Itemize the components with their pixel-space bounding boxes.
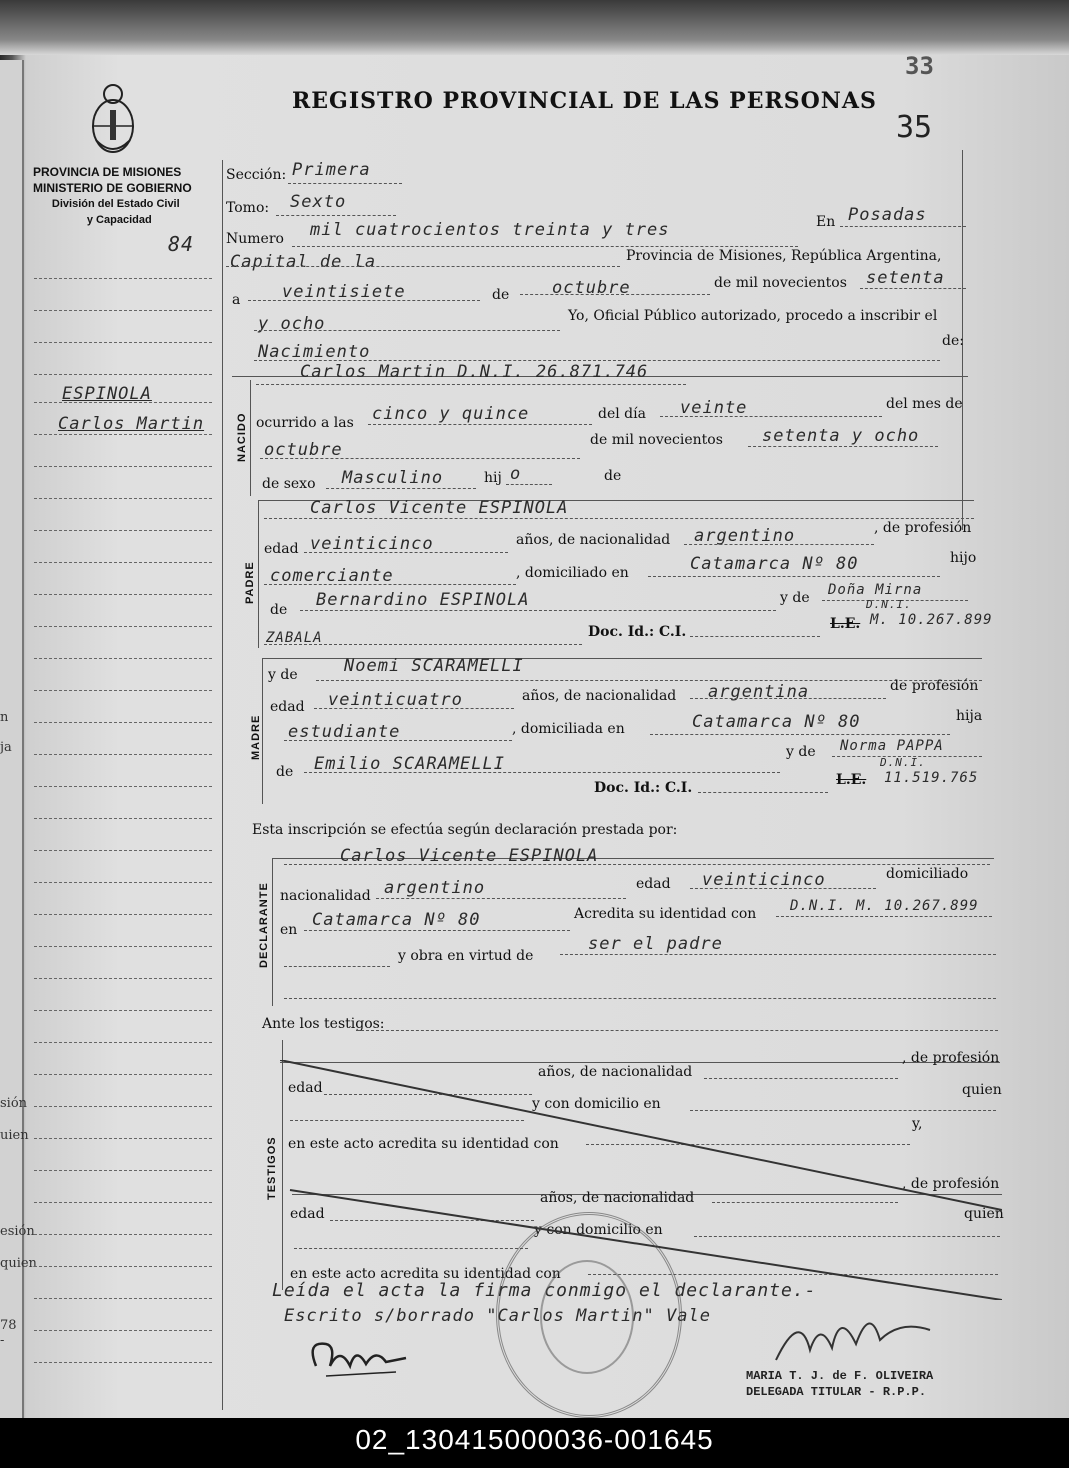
madre-prof-label: de profesión <box>890 678 979 694</box>
main-margin-rule <box>222 160 223 1410</box>
margin-rule <box>34 754 212 755</box>
section-rule-v <box>262 658 263 804</box>
margin-rule <box>34 722 212 723</box>
a-label: a <box>232 292 241 308</box>
fill-line <box>376 898 626 899</box>
testigo1-acredita-label: en este acto acredita su identidad con <box>288 1136 559 1152</box>
margin-rule <box>34 786 212 787</box>
fill-line <box>520 294 710 295</box>
testigo2-quien-label: quien <box>964 1206 1004 1222</box>
fill-line <box>264 584 516 585</box>
strip-fragment: sión <box>0 1096 28 1111</box>
capital-value: Capital de la <box>230 252 377 272</box>
section-rule-v <box>272 858 273 1006</box>
testigo1-dom-label: y con domicilio en <box>532 1096 661 1112</box>
margin-rule <box>34 850 212 851</box>
hijo-value: o <box>510 464 522 484</box>
fill-line <box>284 998 996 999</box>
padre-parent1: Bernardino ESPINOLA <box>316 590 530 610</box>
de-label: de <box>492 287 510 303</box>
declarante-intro: Esta inscripción se efectúa según declaración prestada por: <box>252 822 678 838</box>
fill-line <box>776 916 992 917</box>
margin-rule <box>34 914 212 915</box>
nacido-mes-value: octubre <box>264 440 343 460</box>
fill-line <box>690 636 820 637</box>
margin-rule <box>34 626 212 627</box>
ministry-name: MINISTERIO DE GOBIERNO <box>33 181 192 195</box>
madre-edad-label: edad <box>270 699 305 715</box>
margin-rule <box>34 374 212 375</box>
margin-rule <box>34 1298 212 1299</box>
officer-title: DELEGADA TITULAR - R.P.P. <box>746 1385 927 1399</box>
margin-rule <box>34 530 212 531</box>
strip-fragment: uien <box>0 1128 29 1143</box>
padre-prof-label: , de profesión <box>874 520 972 536</box>
madre-prof-value: estudiante <box>288 722 401 742</box>
fill-line <box>648 576 940 577</box>
margin-mark: 84 <box>168 232 195 256</box>
fill-line <box>660 416 882 417</box>
dia-value: veintisiete <box>282 282 406 302</box>
padre-edad-label: edad <box>264 541 299 557</box>
madre-y-de-label: y de <box>268 667 298 683</box>
declarante-obra-label: y obra en virtud de <box>398 948 534 964</box>
division-name-2: y Capacidad <box>86 214 152 226</box>
madre-parent1: Emilio SCARAMELLI <box>314 754 505 774</box>
en-value: Posadas <box>848 205 927 225</box>
declarante-section-label: DECLARANTE <box>258 882 270 968</box>
madre-hija-label: hija <box>956 708 983 724</box>
margin-given-name: Carlos Martin <box>58 414 205 434</box>
testigos-section-label: TESTIGOS <box>266 1136 278 1200</box>
fill-line <box>254 360 940 361</box>
margin-rule <box>34 1266 212 1267</box>
madre-le-label: L.E. <box>836 772 867 788</box>
nacido-anio-label: de mil novecientos <box>590 432 723 448</box>
madre-y-de-label-2: y de <box>786 744 816 760</box>
fill-line <box>276 215 396 216</box>
padre-doc-label: Doc. Id.: C.I. <box>588 624 687 640</box>
madre-de-label: de <box>276 764 294 780</box>
padre-hijo-label: hijo <box>950 550 977 566</box>
margin-rule <box>34 434 212 435</box>
document-id-footer: 02_130415000036-001645 <box>0 1418 1069 1468</box>
nacido-section-label: NACIDO <box>236 412 248 462</box>
tomo-label: Tomo: <box>226 200 270 216</box>
fill-line <box>288 183 402 184</box>
anio-value-2: y ocho <box>258 314 326 334</box>
padre-dni-note: D.N.I. <box>866 598 912 611</box>
del-dia-label: del día <box>598 406 646 422</box>
fill-line <box>256 384 686 385</box>
oficial-text: Yo, Oficial Público autorizado, procedo a inscribir el <box>568 308 938 324</box>
margin-rule <box>34 594 212 595</box>
fill-line <box>326 488 476 489</box>
testigo1-nac-label: años, de nacionalidad <box>538 1064 693 1080</box>
margin-rule <box>34 1330 212 1331</box>
fill-line <box>840 226 966 227</box>
madre-dni-note: D.N.I. <box>880 756 926 769</box>
testigo2-dom-label: y con domicilio en <box>534 1222 663 1238</box>
madre-nac-value: argentina <box>708 682 810 702</box>
sexo-label: de sexo <box>262 476 316 492</box>
margin-surname: ESPINOLA <box>62 384 152 404</box>
fill-line <box>304 930 570 931</box>
fill-line <box>560 954 996 955</box>
seccion-value: Primera <box>292 160 371 180</box>
testigo2-acredita-label: en este acto acredita su identidad con <box>290 1266 561 1282</box>
padre-dom-value: Catamarca Nº 80 <box>690 554 859 574</box>
fill-line <box>264 518 974 519</box>
padre-edad-value: veinticinco <box>310 534 434 554</box>
padre-parent2-surname: ZABALA <box>266 630 323 646</box>
declarante-edad-value: veinticinco <box>702 870 826 890</box>
fill-line <box>356 1030 998 1031</box>
nacido-name: Carlos Martin D.N.I. 26.871.746 <box>300 362 649 382</box>
section-rule-v <box>258 500 259 648</box>
testigo2-edad-label: edad <box>290 1206 325 1222</box>
fill-line <box>300 610 776 611</box>
strip-fragment: quien <box>0 1256 37 1271</box>
coat-of-arms-icon <box>86 80 140 158</box>
margin-rule <box>34 1170 212 1171</box>
fill-line <box>690 888 876 889</box>
padre-prof-value: comerciante <box>270 566 394 586</box>
acto-value: Nacimiento <box>258 342 371 362</box>
declarante-nac-label: nacionalidad <box>280 888 371 904</box>
margin-rule <box>34 342 212 343</box>
padre-de-label: de <box>270 602 288 618</box>
declarante-nac-value: argentino <box>384 878 486 898</box>
madre-name: Noemi SCARAMELLI <box>344 656 524 676</box>
numero-label: Numero <box>226 231 284 247</box>
mes-value: octubre <box>552 278 631 298</box>
issuer-block <box>33 164 192 228</box>
sexo-value: Masculino <box>342 468 444 488</box>
margin-rule <box>34 946 212 947</box>
old-page-number: 33 <box>905 52 934 80</box>
margin-rule <box>34 310 212 311</box>
closing-line-1: Leída el acta la firma conmigo el declarante.- <box>272 1280 817 1301</box>
hijo-label: hij <box>484 470 502 486</box>
testigo1-edad-label: edad <box>288 1080 323 1096</box>
fill-line <box>860 288 966 289</box>
margin-rule <box>34 690 212 691</box>
en-label: En <box>816 214 836 230</box>
de-colon-label: de: <box>942 333 964 349</box>
testigo1-y-label: y, <box>912 1116 923 1132</box>
padre-dom-label: , domiciliado en <box>516 565 629 581</box>
declarante-obra-value: ser el padre <box>588 934 723 954</box>
margin-rule <box>34 1202 212 1203</box>
seccion-label: Sección: <box>226 167 287 183</box>
fill-line <box>264 644 582 645</box>
fill-line <box>368 424 592 425</box>
numero-value: mil cuatrocientos treinta y tres <box>310 220 670 240</box>
fill-line <box>304 552 508 553</box>
anio-label: de mil novecientos <box>714 275 847 291</box>
page-title: REGISTRO PROVINCIAL DE LAS PERSONAS <box>292 88 877 114</box>
margin-rule <box>34 1042 212 1043</box>
strip-fragment: n <box>0 710 9 725</box>
left-page-strip <box>0 60 37 1418</box>
officer-signature <box>770 1300 940 1370</box>
fill-line <box>292 246 798 247</box>
declarante-acredita-value: D.N.I. M. 10.267.899 <box>790 898 979 914</box>
tomo-value: Sexto <box>290 192 347 212</box>
del-mes-label: del mes de <box>886 396 963 412</box>
padre-nac-value: argentino <box>694 526 796 546</box>
top-shadow <box>0 0 1069 55</box>
madre-doc-value: 11.519.765 <box>884 770 979 786</box>
fill-line <box>650 734 950 735</box>
nacido-dia-value: veinte <box>680 398 748 418</box>
margin-rule <box>34 498 212 499</box>
province-name: PROVINCIA DE MISIONES <box>33 165 182 179</box>
nacido-de-label: de <box>604 468 622 484</box>
margin-rule <box>34 882 212 883</box>
madre-edad-value: veinticuatro <box>328 690 463 710</box>
fill-line <box>248 300 480 301</box>
anio-value: setenta <box>866 268 945 288</box>
declarant-signature <box>306 1336 416 1384</box>
fill-line <box>748 446 938 447</box>
madre-nac-label: años, de nacionalidad <box>522 688 677 704</box>
margin-rule <box>34 1010 212 1011</box>
padre-parent2: Doña Mirna <box>828 582 923 598</box>
provincia-text: Provincia de Misiones, República Argentina, <box>626 248 942 264</box>
testigos-intro: Ante los testigos: <box>262 1016 385 1032</box>
officer-name: MARIA T. J. de F. OLIVEIRA <box>746 1369 934 1383</box>
margin-rule <box>34 658 212 659</box>
margin-rule <box>34 466 212 467</box>
declarante-dom-label: domiciliado <box>886 866 969 882</box>
fill-line <box>316 680 982 681</box>
margin-rule <box>34 1106 212 1107</box>
padre-y-de-label: y de <box>780 590 810 606</box>
madre-section-label: MADRE <box>250 714 262 760</box>
madre-parent2: Norma PAPPA <box>840 738 944 754</box>
margin-rule <box>34 1362 212 1363</box>
padre-le-label: L.E. <box>830 616 861 632</box>
official-seal-center <box>540 1260 634 1374</box>
padre-doc-value: M. 10.267.899 <box>870 612 993 628</box>
fill-line <box>684 544 874 545</box>
fill-line <box>284 966 390 967</box>
declarante-edad-label: edad <box>636 876 671 892</box>
padre-nac-label: años, de nacionalidad <box>516 532 671 548</box>
fill-line <box>226 266 620 267</box>
fill-line <box>304 772 780 773</box>
section-rule-v <box>250 380 251 496</box>
strip-fragment: 78 - <box>0 1318 17 1348</box>
margin-rule <box>34 1074 212 1075</box>
margin-rule <box>34 562 212 563</box>
closing-line-2: Escrito s/borrado "Carlos Martin" Vale <box>284 1306 711 1326</box>
fill-line <box>254 330 560 331</box>
margin-rule <box>34 978 212 979</box>
fill-line <box>698 792 828 793</box>
strip-fragment: esión <box>0 1224 35 1239</box>
fill-line <box>284 864 990 865</box>
page-number: 35 <box>896 110 933 145</box>
fill-line <box>284 740 512 741</box>
hora-value: cinco y quince <box>372 404 530 424</box>
padre-name: Carlos Vicente ESPINOLA <box>310 498 569 518</box>
ocurrido-label: ocurrido a las <box>256 415 354 431</box>
declarante-en-value: Catamarca Nº 80 <box>312 910 481 930</box>
margin-rule <box>34 818 212 819</box>
testigo1-quien-label: quien <box>962 1082 1002 1098</box>
nacido-anio-value: setenta y ocho <box>762 426 920 446</box>
madre-dom-label: , domiciliada en <box>512 721 625 737</box>
division-name: División del Estado Civil <box>51 198 180 210</box>
strip-fragment: ja <box>0 740 12 755</box>
testigo2-nac-label: años, de nacionalidad <box>540 1190 695 1206</box>
padre-section-label: PADRE <box>244 561 256 604</box>
fill-line <box>314 708 514 709</box>
declarante-name: Carlos Vicente ESPINOLA <box>340 846 599 866</box>
margin-rule <box>34 1234 212 1235</box>
madre-dom-value: Catamarca Nº 80 <box>692 712 861 732</box>
fill-line <box>260 458 580 459</box>
testigo1-prof-label: , de profesión <box>902 1050 1000 1066</box>
margin-rule <box>34 1138 212 1139</box>
declarante-acredita-label: Acredita su identidad con <box>574 906 757 922</box>
margin-rule <box>34 278 212 279</box>
fill-line <box>506 484 552 485</box>
officer-block <box>746 1368 933 1400</box>
testigo2-prof-label: , de profesión <box>902 1176 1000 1192</box>
madre-doc-label: Doc. Id.: C.I. <box>594 780 693 796</box>
fill-line <box>690 698 886 699</box>
declarante-en-label: en <box>280 922 298 938</box>
